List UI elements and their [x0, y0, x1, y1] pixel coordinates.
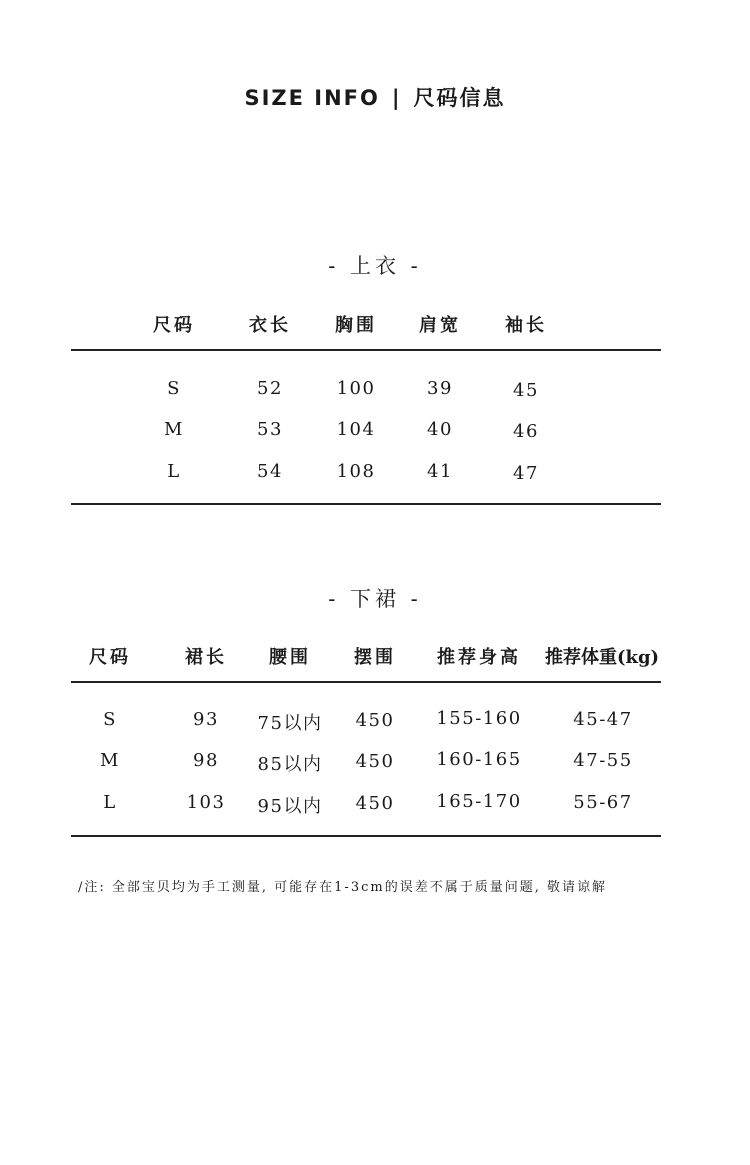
- table-cell: S: [103, 709, 117, 730]
- table-cell: 95以内: [257, 796, 323, 817]
- table-cell: 104: [336, 419, 376, 440]
- table-cell: 47: [513, 463, 539, 484]
- table-cell: L: [103, 792, 117, 813]
- table-cell: 160-165: [436, 749, 522, 770]
- table-cell: L: [167, 461, 181, 482]
- table-cell: 46: [513, 421, 539, 442]
- bottom-header-hem: 摆围: [354, 647, 396, 668]
- top-table-header-rule: [71, 349, 661, 351]
- table-cell: M: [164, 419, 184, 440]
- table-cell: 450: [355, 793, 395, 814]
- table-cell: 53: [257, 419, 283, 440]
- page-title-english: SIZE INFO: [244, 86, 380, 110]
- table-cell: 52: [257, 378, 283, 399]
- bottom-header-size: 尺码: [89, 647, 131, 668]
- top-header-size: 尺码: [153, 315, 195, 336]
- bottom-section-title: - 下裙 -: [328, 587, 422, 611]
- page-title-chinese: 尺码信息: [413, 86, 506, 110]
- table-cell: 39: [427, 378, 453, 399]
- table-cell: 54: [257, 461, 283, 482]
- table-cell: 98: [193, 750, 219, 771]
- table-cell: 155-160: [436, 708, 522, 729]
- table-cell: 41: [427, 461, 453, 482]
- top-section-title: - 上衣 -: [328, 254, 422, 278]
- table-cell: 75以内: [257, 713, 323, 734]
- table-cell: 450: [355, 751, 395, 772]
- table-cell: 100: [336, 378, 376, 399]
- table-cell: 45-47: [573, 709, 633, 730]
- table-cell: 93: [193, 709, 219, 730]
- table-cell: S: [167, 378, 181, 399]
- top-header-sleeve: 袖长: [505, 315, 547, 336]
- table-cell: 450: [355, 710, 395, 731]
- bottom-header-height: 推荐身高: [437, 647, 521, 668]
- table-cell: 108: [336, 461, 376, 482]
- bottom-table-bottom-rule: [71, 835, 661, 837]
- bottom-header-skirt-length: 裙长: [185, 647, 227, 668]
- table-cell: 103: [186, 792, 226, 813]
- bottom-header-weight: 推荐体重(kg): [544, 647, 660, 668]
- title-separator: |: [391, 86, 402, 110]
- table-cell: 40: [427, 419, 453, 440]
- top-header-length: 衣长: [249, 315, 291, 336]
- table-cell: 85以内: [257, 754, 323, 775]
- top-header-shoulder: 肩宽: [419, 315, 461, 336]
- table-cell: M: [100, 750, 120, 771]
- table-cell: 55-67: [573, 792, 633, 813]
- table-cell: 47-55: [573, 750, 633, 771]
- measurement-disclaimer-note: /注: 全部宝贝均为手工测量, 可能存在1-3cm的误差不属于质量问题, 敬请谅解: [78, 880, 607, 895]
- page-title: [0, 82, 750, 112]
- table-cell: 165-170: [436, 791, 522, 812]
- bottom-table-header-rule: [71, 681, 661, 683]
- top-header-bust: 胸围: [335, 315, 377, 336]
- top-table-bottom-rule: [71, 503, 661, 505]
- bottom-header-waist: 腰围: [269, 647, 311, 668]
- table-cell: 45: [513, 380, 539, 401]
